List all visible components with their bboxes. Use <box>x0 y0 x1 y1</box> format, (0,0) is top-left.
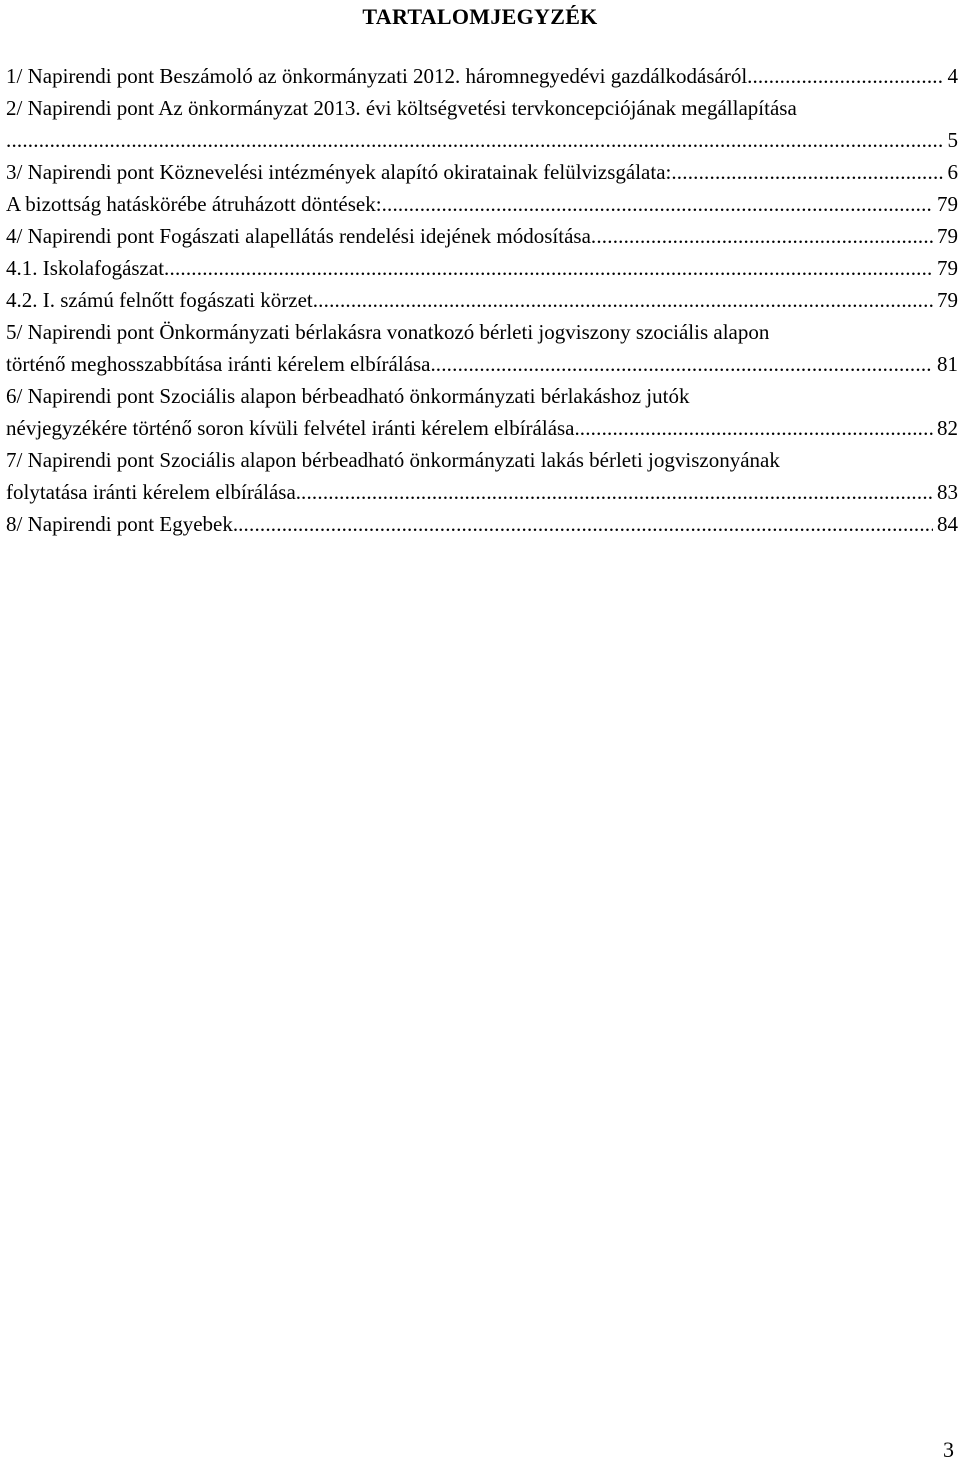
toc-entry-text: 1/ Napirendi pont Beszámoló az önkormányzati 2012. háromnegyedévi gazdálkodásáról. <box>6 64 753 88</box>
toc-entry-text: 8/ Napirendi pont Egyebek. <box>6 512 239 536</box>
dot-leader <box>752 60 943 92</box>
toc-entry-10-continuation[interactable] <box>6 476 958 508</box>
toc-page-number: 84 <box>937 512 958 536</box>
toc-entry-9[interactable] <box>6 380 958 412</box>
toc-entry-text: A bizottság hatáskörébe átruházott döntések: <box>6 192 382 216</box>
toc-page-number: 4 <box>947 64 958 88</box>
page-title: TARTALOMJEGYZÉK <box>362 4 598 29</box>
toc-entry-text: 7/ Napirendi pont Szociális alapon bérbeadható önkormányzati lakás bérleti jogviszonyának <box>6 448 780 472</box>
toc-page-number: 79 <box>937 288 958 312</box>
toc-entry-text: folytatása iránti kérelem elbírálása. <box>6 480 302 504</box>
toc-entry-11[interactable] <box>6 508 958 540</box>
toc-entry-6[interactable] <box>6 252 958 284</box>
toc-page-number: 82 <box>937 416 958 440</box>
page-number: 3 <box>943 1437 954 1462</box>
toc-page-number: 83 <box>937 480 958 504</box>
toc-entry-text: 3/ Napirendi pont Köznevelési intézmények alapító okiratainak felülvizsgálata: <box>6 160 672 184</box>
toc-entry-4[interactable] <box>6 188 958 220</box>
toc-entry-text: 5/ Napirendi pont Önkormányzati bérlakásra vonatkozó bérleti jogviszony szociális alapon <box>6 320 770 344</box>
toc-entry-1[interactable] <box>6 60 958 92</box>
toc-entry-9-continuation[interactable] <box>6 412 958 444</box>
dot-leader <box>671 156 943 188</box>
toc-entry-7[interactable] <box>6 284 958 316</box>
table-of-contents <box>6 60 958 540</box>
toc-entry-text: 2/ Napirendi pont Az önkormányzat 2013. évi költségvetési tervkoncepciójának megállapítása <box>6 96 797 120</box>
toc-entry-text: történő meghosszabbítása iránti kérelem elbírálása. <box>6 352 436 376</box>
dot-leader <box>301 476 933 508</box>
toc-page-number: 79 <box>937 256 958 280</box>
toc-page-number: 79 <box>937 192 958 216</box>
toc-entry-text: névjegyzékére történő soron kívüli felvétel iránti kérelem elbírálása. <box>6 416 580 440</box>
dot-leader <box>382 188 933 220</box>
toc-entry-10[interactable] <box>6 444 958 476</box>
toc-entry-2[interactable] <box>6 92 958 124</box>
dot-leader <box>313 284 933 316</box>
toc-page-number: 81 <box>937 352 958 376</box>
toc-page-number: 5 <box>947 128 958 152</box>
toc-entry-text: 4/ Napirendi pont Fogászati alapellátás rendelési idejének módosítása <box>6 224 591 248</box>
dot-leader <box>6 124 944 156</box>
toc-entry-text: 4.2. I. számú felnőtt fogászati körzet <box>6 288 313 312</box>
dot-leader <box>436 348 933 380</box>
toc-entry-text: 6/ Napirendi pont Szociális alapon bérbeadható önkormányzati bérlakáshoz jutók <box>6 384 690 408</box>
dot-leader <box>580 412 933 444</box>
toc-entry-8-continuation[interactable] <box>6 348 958 380</box>
toc-page-number: 6 <box>947 160 958 184</box>
toc-entry-text: 4.1. Iskolafogászat <box>6 256 165 280</box>
dot-leader <box>591 220 933 252</box>
toc-entry-5[interactable] <box>6 220 958 252</box>
dot-leader <box>164 252 933 284</box>
toc-page-number: 79 <box>937 224 958 248</box>
toc-entry-2-continuation[interactable] <box>6 124 958 156</box>
toc-entry-3[interactable] <box>6 156 958 188</box>
toc-entry-8[interactable] <box>6 316 958 348</box>
dot-leader <box>238 508 933 540</box>
